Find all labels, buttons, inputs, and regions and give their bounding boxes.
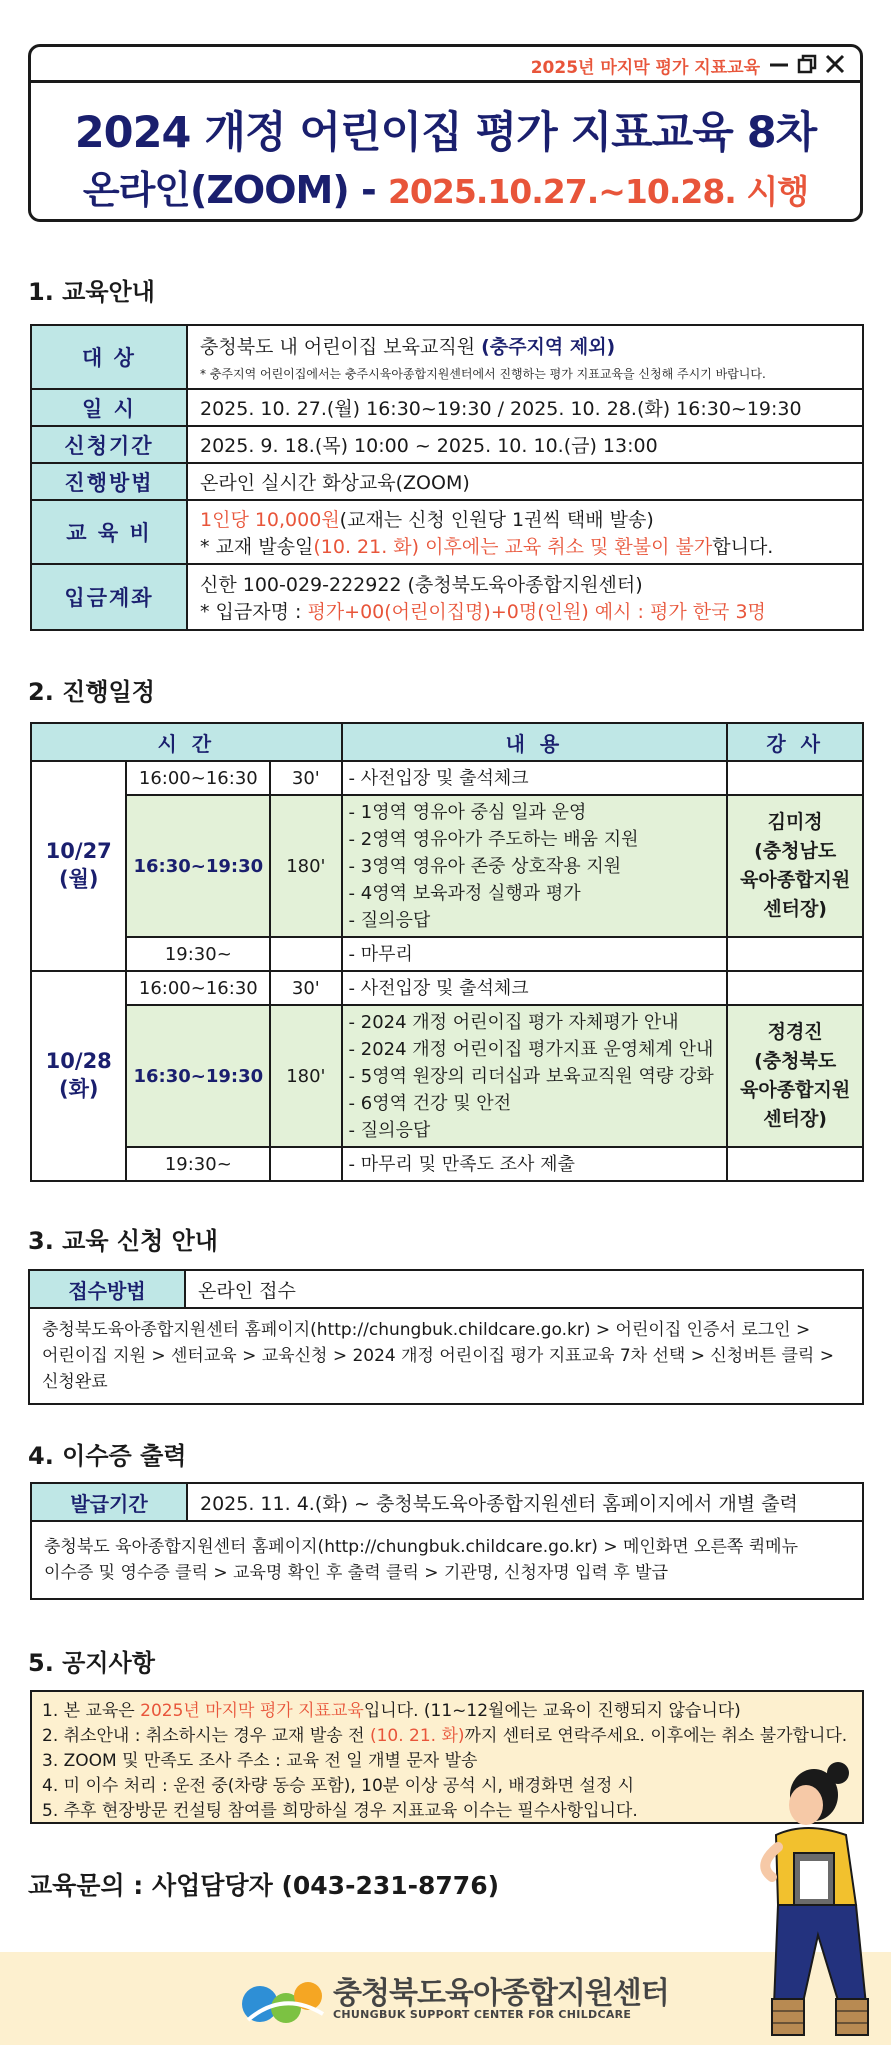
instructor-org: (충청남도 [754, 840, 837, 862]
day2-r3-duration [270, 1147, 341, 1181]
subtitle-date: 2025.10.27.~10.28. 시행 [387, 172, 809, 211]
fee-note-prefix: * 교재 발송일 [200, 536, 314, 558]
method-value: 온라인 실시간 화상교육(ZOOM) [187, 463, 863, 500]
header-window [28, 44, 863, 222]
notice-highlight: 2025년 마지막 평가 지표교육 [140, 1701, 364, 1721]
minimize-icon [768, 53, 790, 75]
target-note: * 충주지역 어린이집에서는 충주시육아종합지원센터에서 진행하는 평가 지표교육을 신청해 주시기 바랍니다. [200, 367, 766, 381]
date-label: 일 시 [31, 389, 187, 426]
apply-period-value: 2025. 9. 18.(목) 10:00 ~ 2025. 10. 10.(금) 13:00 [187, 426, 863, 463]
account-note-prefix: * 입금자명 : [200, 601, 308, 623]
list-item: - 5영역 원장의 리더십과 보육교직원 역량 강화 [348, 1065, 714, 1087]
list-item: - 3영역 영유아 존중 상호작용 지원 [348, 855, 622, 877]
instructor-org: 육아종합지원 [740, 1079, 851, 1101]
notice-highlight: (10. 21. 화) [369, 1726, 465, 1746]
list-item: - 질의응답 [348, 909, 431, 931]
apply-description [29, 1308, 863, 1404]
fee-note-suffix: 합니다. [712, 536, 774, 558]
day2-date: 10/28 [45, 1049, 112, 1073]
section3-title: 3. 교육 신청 안내 [28, 1227, 218, 1255]
target-value: 충청북도 내 어린이집 보육교직원 [200, 336, 482, 358]
apply-desc-line: 어린이집 지원 > 센터교육 > 교육신청 > 2024 개정 어린이집 평가 지표교육 7차 선택 > 신청버튼 클릭 > [42, 1346, 834, 1366]
fee-value: (교재는 신청 인원당 1권씩 택배 발송) [339, 509, 654, 531]
list-item: - 6영역 건강 및 안전 [348, 1092, 512, 1114]
instructor-org: 육아종합지원 [740, 869, 851, 891]
list-item: - 2024 개정 어린이집 평가 자체평가 안내 [348, 1011, 679, 1033]
issue-period-label: 발급기간 [31, 1483, 187, 1521]
fee-highlight: 1인당 10,000원 [200, 509, 340, 531]
instructor-org: 센터장) [763, 1108, 827, 1130]
header-content: 내 용 [342, 723, 728, 761]
notice-item [42, 1699, 852, 1724]
instructor-name: 정경진 [767, 1021, 823, 1043]
notice-text: 2. 취소안내 : 취소하시는 경우 교재 발송 전 [42, 1726, 370, 1746]
day2-weekday: (화) [58, 1077, 99, 1101]
list-item: - 1영역 영유아 중심 일과 운영 [348, 801, 587, 823]
day2-r3-instructor [727, 1147, 863, 1181]
table-row [31, 971, 863, 1005]
day2-r1-time: 16:00~16:30 [126, 971, 270, 1005]
day1-r2-duration: 180' [270, 795, 341, 937]
day1-r2-content [342, 795, 728, 937]
day1-r1-time: 16:00~16:30 [126, 761, 270, 795]
account-cell [187, 564, 863, 630]
day1-r2-time: 16:30~19:30 [126, 795, 270, 937]
window-controls [768, 53, 846, 75]
target-label: 대 상 [31, 325, 187, 389]
certificate-description [31, 1521, 863, 1599]
instructor-org: 센터장) [763, 898, 827, 920]
apply-period-label: 신청기간 [31, 426, 187, 463]
day2-r2-duration: 180' [270, 1005, 341, 1147]
instructor-org: (충청북도 [754, 1050, 837, 1072]
day2-cell [31, 971, 126, 1181]
target-cell [187, 325, 863, 389]
account-note-highlight: 평가+00(어린이집명)+0명(인원) 예시 : 평가 한국 3명 [307, 601, 766, 623]
day2-r2-time: 16:30~19:30 [126, 1005, 270, 1147]
notice-text: 1. 본 교육은 [42, 1701, 141, 1721]
day1-r1-instructor [727, 761, 863, 795]
day2-r2-content [342, 1005, 728, 1147]
account-label: 입금계좌 [31, 564, 187, 630]
day1-cell [31, 761, 126, 971]
list-item: - 2024 개정 어린이집 평가지표 운영체계 안내 [348, 1038, 714, 1060]
section1-title: 1. 교육안내 [28, 278, 155, 306]
page-subtitle [31, 159, 860, 214]
day1-instructor [727, 795, 863, 937]
day2-instructor [727, 1005, 863, 1147]
apply-method-label: 접수방법 [29, 1270, 185, 1308]
table-row [31, 761, 863, 795]
restore-icon [796, 53, 818, 75]
day2-r1-instructor [727, 971, 863, 1005]
table-row [31, 1005, 863, 1147]
section5-title: 5. 공지사항 [28, 1649, 155, 1677]
header-time: 시 간 [31, 723, 342, 761]
notice-item: 5. 추후 현장방문 컨설팅 참여를 희망하실 경우 지표교육 이수는 필수사항입니다. [42, 1801, 638, 1821]
close-icon [824, 53, 846, 75]
table-row [31, 795, 863, 937]
issue-period-value: 2025. 11. 4.(화) ~ 충청북도육아종합지원센터 홈페이지에서 개별 출력 [187, 1483, 863, 1521]
instructor-name: 김미정 [767, 811, 823, 833]
day2-r1-content: - 사전입장 및 출석체크 [342, 971, 728, 1005]
day1-r1-duration: 30' [270, 761, 341, 795]
section2-title: 2. 진행일정 [28, 678, 155, 706]
info-table [30, 324, 864, 631]
fee-cell [187, 500, 863, 564]
apply-desc-line: 신청완료 [42, 1372, 108, 1392]
notice-text: 입니다. (11~12월에는 교육이 진행되지 않습니다) [363, 1701, 741, 1721]
header-instructor: 강 사 [727, 723, 863, 761]
header-tag: 2025년 마지막 평가 지표교육 [530, 58, 760, 78]
cert-desc-line: 충청북도 육아종합지원센터 홈페이지(http://chungbuk.childcare.go.kr) > 메인화면 오른쪽 퀵메뉴 [44, 1537, 798, 1557]
table-row [31, 1147, 863, 1181]
day1-r1-content: - 사전입장 및 출석체크 [342, 761, 728, 795]
day2-r3-content: - 마무리 및 만족도 조사 제출 [342, 1147, 728, 1181]
person-illustration-icon [706, 1755, 886, 2045]
table-row [31, 937, 863, 971]
apply-table [28, 1269, 864, 1405]
day2-r3-time: 19:30~ [126, 1147, 270, 1181]
section4-title: 4. 이수증 출력 [28, 1442, 187, 1470]
day1-r3-instructor [727, 937, 863, 971]
certificate-table [30, 1482, 864, 1600]
page-title: 2024 개정 어린이집 평가 지표교육 8차 [74, 108, 817, 158]
day1-r3-content: - 마무리 [342, 937, 728, 971]
fee-label: 교 육 비 [31, 500, 187, 564]
fee-note-highlight: (10. 21. 화) 이후에는 교육 취소 및 환불이 불가 [313, 536, 713, 558]
list-item: - 질의응답 [348, 1119, 431, 1141]
schedule-table [30, 722, 864, 1182]
day1-date: 10/27 [45, 839, 112, 863]
header-titlebar [31, 47, 860, 83]
notice-item: 4. 미 이수 처리 : 운전 중(차량 동승 포함), 10분 이상 공석 시, 배경화면 설정 시 [42, 1776, 635, 1796]
apply-desc-line: 충청북도육아종합지원센터 홈페이지(http://chungbuk.childcare.go.kr) > 어린이집 인증서 로그인 > [42, 1320, 811, 1340]
list-item: - 2영역 영유아가 주도하는 배움 지원 [348, 828, 639, 850]
subtitle-prefix: 온라인(ZOOM) - [82, 168, 388, 212]
day1-r3-duration [270, 937, 341, 971]
apply-method-value: 온라인 접수 [185, 1270, 863, 1308]
account-value: 신한 100-029-222922 (충청북도육아종합지원센터) [200, 574, 643, 596]
day2-r1-duration: 30' [270, 971, 341, 1005]
notice-item [42, 1724, 852, 1749]
list-item: - 4영역 보육과정 실행과 평가 [348, 882, 581, 904]
cert-desc-line: 이수증 및 영수증 클릭 > 교육명 확인 후 출력 클릭 > 기관명, 신청자명 입력 후 발급 [44, 1563, 669, 1583]
org-name: 충청북도육아종합지원센터 [333, 1976, 669, 2011]
org-logo-icon [238, 1970, 328, 2026]
day1-r3-time: 19:30~ [126, 937, 270, 971]
notice-text: 까지 센터로 연락주세요. 이후에는 취소 불가합니다. [464, 1726, 848, 1746]
contact-info: 교육문의 : 사업담당자 (043-231-8776) [28, 1871, 500, 1900]
org-subtitle: CHUNGBUK SUPPORT CENTER FOR CHILDCARE [333, 2008, 632, 2021]
method-label: 진행방법 [31, 463, 187, 500]
date-value: 2025. 10. 27.(월) 16:30~19:30 / 2025. 10. 28.(화) 16:30~19:30 [187, 389, 863, 426]
notice-item: 3. ZOOM 및 만족도 조사 주소 : 교육 전 일 개별 문자 발송 [42, 1751, 478, 1771]
day1-weekday: (월) [58, 867, 99, 891]
target-highlight: (충주지역 제외) [481, 336, 616, 358]
